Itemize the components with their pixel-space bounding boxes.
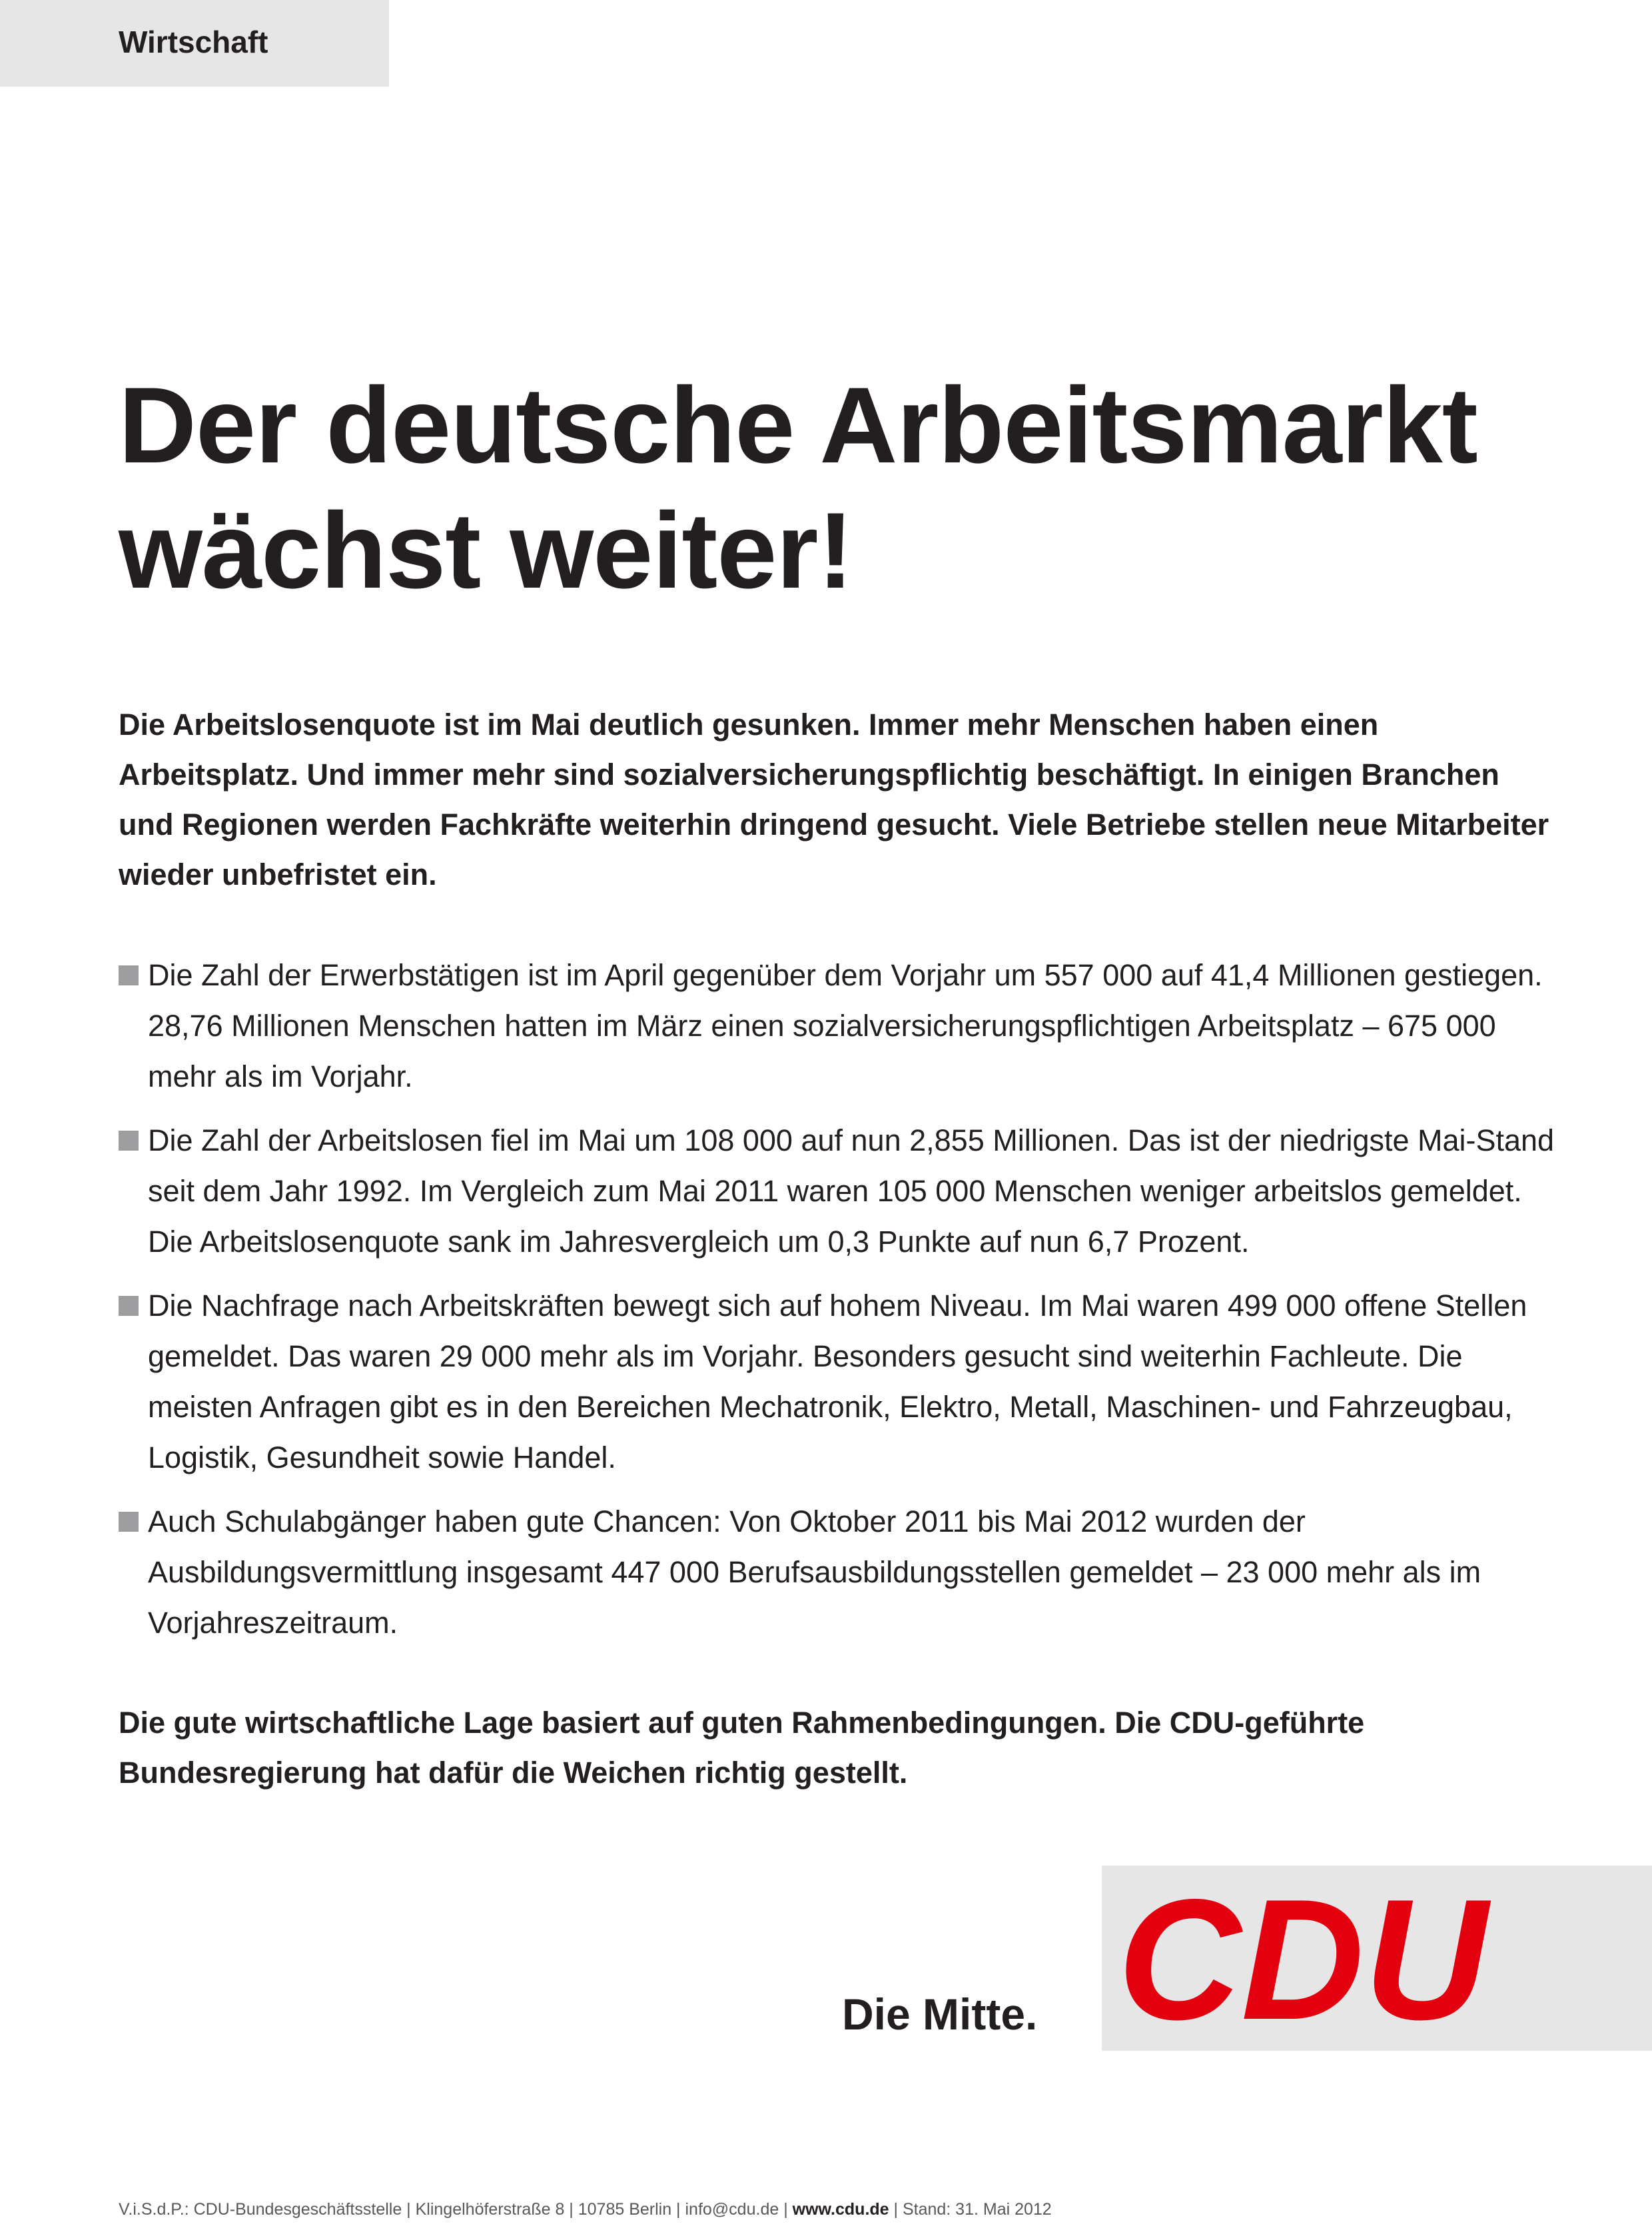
list-item	[119, 950, 1557, 1102]
headline-line-2: wächst weiter!	[119, 490, 853, 611]
intro-paragraph: Die Arbeitslosenquote ist im Mai deutlich gesunken. Immer mehr Menschen haben einen Arbeitsplatz. Und immer mehr sind sozialversicherungspflichtig beschäftigt. In einigen Branchen und Regionen werden Fachkräfte weiterhin dringend gesucht. Viele Betriebe stellen neue Mitarbeiter wieder unbefristet ein.	[119, 708, 1549, 891]
section-tag	[0, 0, 389, 87]
website-link[interactable]: www.cdu.de	[792, 2200, 889, 2219]
square-bullet-icon	[119, 1512, 139, 1532]
square-bullet-icon	[119, 1131, 139, 1151]
list-item	[119, 1496, 1557, 1648]
headline-line-1: Der deutsche Arbeitsmarkt	[119, 365, 1477, 486]
conclusion-paragraph: Die gute wirtschaftliche Lage basiert auf guten Rahmenbedingungen. Die CDU-geführte Bundesregierung hat dafür die Weichen richtig gestellt.	[119, 1706, 1365, 1790]
list-item-text: Die Zahl der Arbeitslosen fiel im Mai um 108 000 auf nun 2,855 Millionen. Das ist der niedrigste Mai-Stand seit dem Jahr 1992. Im Vergleich zum Mai 2011 waren 105 000 Menschen weniger arbeitslos gemeldet. Die Arbeitslosenquote sank im Jahresvergleich um 0,3 Punkte auf nun 6,7 Prozent.	[148, 1123, 1555, 1259]
square-bullet-icon	[119, 1296, 139, 1316]
list-item-text: Die Nachfrage nach Arbeitskräften bewegt sich auf hohem Niveau. Im Mai waren 499 000 offene Stellen gemeldet. Das waren 29 000 mehr als im Vorjahr. Besonders gesucht sind weiterhin Fachleute. Die meisten Anfragen gibt es in den Bereichen Mechatronik, Elektro, Metall, Maschinen- und Fahrzeugbau, Logistik, Gesundheit sowie Handel.	[148, 1289, 1527, 1474]
list-item-text: Auch Schulabgänger haben gute Chancen: Von Oktober 2011 bis Mai 2012 wurden der Ausbildungsvermittlung insgesamt 447 000 Berufsausbildungsstellen gemeldet – 23 000 mehr als im Vorjahreszeitraum.	[148, 1504, 1481, 1640]
slogan: Die Mitte.	[842, 1989, 1038, 2039]
imprint-suffix: | Stand: 31. Mai 2012	[889, 2200, 1052, 2219]
imprint-footer	[119, 2200, 1052, 2219]
section-tag-label: Wirtschaft	[119, 25, 268, 59]
fact-list	[119, 950, 1557, 1662]
cdu-logo-text: CDU	[1118, 1866, 1493, 2051]
headline	[119, 363, 1584, 614]
list-item	[119, 1115, 1557, 1267]
cdu-logo-icon	[1102, 1866, 1652, 2051]
list-item	[119, 1281, 1557, 1483]
imprint-prefix: V.i.S.d.P.: CDU-Bundesgeschäftsstelle | Klingelhöferstraße 8 | 10785 Berlin | info@cdu.de |	[119, 2200, 793, 2219]
list-item-text: Die Zahl der Erwerbstätigen ist im April gegenüber dem Vorjahr um 557 000 auf 41,4 Millionen gestiegen. 28,76 Millionen Menschen hatten im März einen sozialversicherungspflichtigen Arbeitsplatz – 675 000 mehr als im Vorjahr.	[148, 958, 1543, 1093]
cdu-logo	[1102, 1866, 1652, 2051]
square-bullet-icon	[119, 965, 139, 985]
